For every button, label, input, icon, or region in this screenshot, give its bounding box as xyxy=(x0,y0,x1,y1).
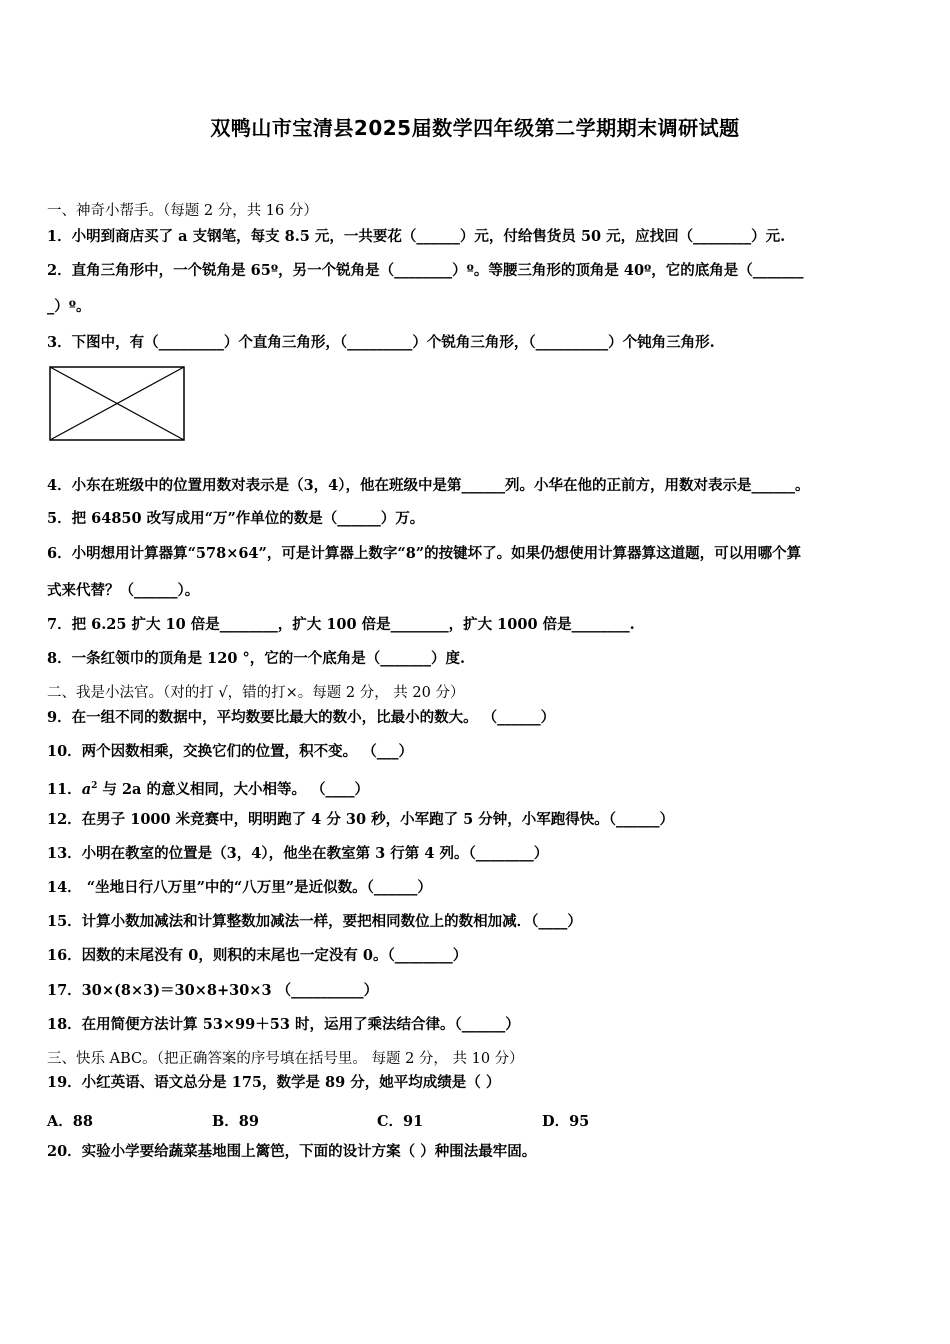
question-11-exponent: 2 xyxy=(91,781,98,791)
section-heading-2: 二、我是小法官。（对的打 √，错的打×。每题 2 分， 共 20 分） xyxy=(47,685,465,701)
question-5: 5．把 64850 改写成用“万”作单位的数是（______）万。 xyxy=(47,510,425,527)
question-1: 1．小明到商店买了 a 支钢笔，每支 8.5 元，一共要花（______）元，付给售货员 50 元，应找回（________）元. xyxy=(47,228,786,245)
question-15: 15．计算小数加减法和计算整数加减法一样，要把相同数位上的数相加减．（____） xyxy=(47,913,582,930)
question-2-continued: _）º。 xyxy=(47,298,91,315)
question-2: 2．直角三角形中，一个锐角是 65º，另一个锐角是（________）º。等腰三角形的顶角是 40º，它的底角是（_______ xyxy=(47,262,804,279)
question-8: 8．一条红领巾的顶角是 120 °，它的一个底角是（_______）度. xyxy=(47,650,465,667)
question-11-text: 与 2a 的意义相同，大小相等。 （____） xyxy=(97,780,370,798)
question-12: 12．在男子 1000 米竞赛中，明明跑了 4 分 30 秒，小军跑了 5 分钟，小军跑得快。（______） xyxy=(47,811,675,828)
question-4: 4．小东在班级中的位置用数对表示是（3，4），他在班级中是第______列。小华在他的正前方，用数对表示是______。 xyxy=(47,477,810,494)
question-18: 18．在用简便方法计算 53×99＋53 时，运用了乘法结合律。（______） xyxy=(47,1016,520,1033)
option-b: B．89 xyxy=(212,1113,259,1130)
option-d: D．95 xyxy=(542,1113,590,1130)
rectangle-diagonals-figure xyxy=(46,364,188,444)
question-9: 9．在一组不同的数据中，平均数要比最大的数小，比最小的数大。 （______） xyxy=(47,709,556,726)
option-a: A．88 xyxy=(47,1113,93,1130)
section-heading-3: 三、快乐 ABC。（把正确答案的序号填在括号里。 每题 2 分， 共 10 分） xyxy=(47,1051,524,1067)
question-17: 17．30×(8×3)＝30×8+30×3 （__________） xyxy=(47,982,379,999)
section-heading-1: 一、神奇小帮手。（每题 2 分，共 16 分） xyxy=(47,203,318,219)
question-14: 14． “坐地日行八万里”中的“八万里”是近似数。（______） xyxy=(47,879,432,896)
question-13: 13．小明在教室的位置是（3，4），他坐在教室第 3 行第 4 列。（________） xyxy=(47,845,549,862)
question-7: 7．把 6.25 扩大 10 倍是________，扩大 100 倍是________，扩大 1000 倍是________. xyxy=(47,616,635,633)
question-19: 19．小红英语、语文总分是 175，数学是 89 分，她平均成绩是（ ） xyxy=(47,1074,501,1091)
question-3: 3．下图中，有（_________）个直角三角形，（_________）个锐角三角形，（__________）个钝角三角形. xyxy=(47,334,715,351)
question-16: 16．因数的末尾没有 0，则积的末尾也一定没有 0。（________） xyxy=(47,947,468,964)
question-20: 20．实验小学要给蔬菜基地围上篱笆，下面的设计方案（ ）种围法最牢固。 xyxy=(47,1143,537,1160)
question-10: 10．两个因数相乘，交换它们的位置，积不变。 （___） xyxy=(47,743,413,760)
option-c: C．91 xyxy=(377,1113,424,1130)
question-11 xyxy=(47,777,369,799)
question-6-continued: 式来代替？（______）。 xyxy=(47,582,200,599)
page-title: 双鸭山市宝清县2025届数学四年级第二学期期末调研试题 xyxy=(210,116,740,140)
question-11-number: 11． xyxy=(47,780,82,798)
question-6: 6．小明想用计算器算“578×64”，可是计算器上数字“8”的按键坏了。如果仍想使用计算器算这道题，可以用哪个算 xyxy=(47,545,802,562)
question-11-variable: a xyxy=(81,780,92,798)
